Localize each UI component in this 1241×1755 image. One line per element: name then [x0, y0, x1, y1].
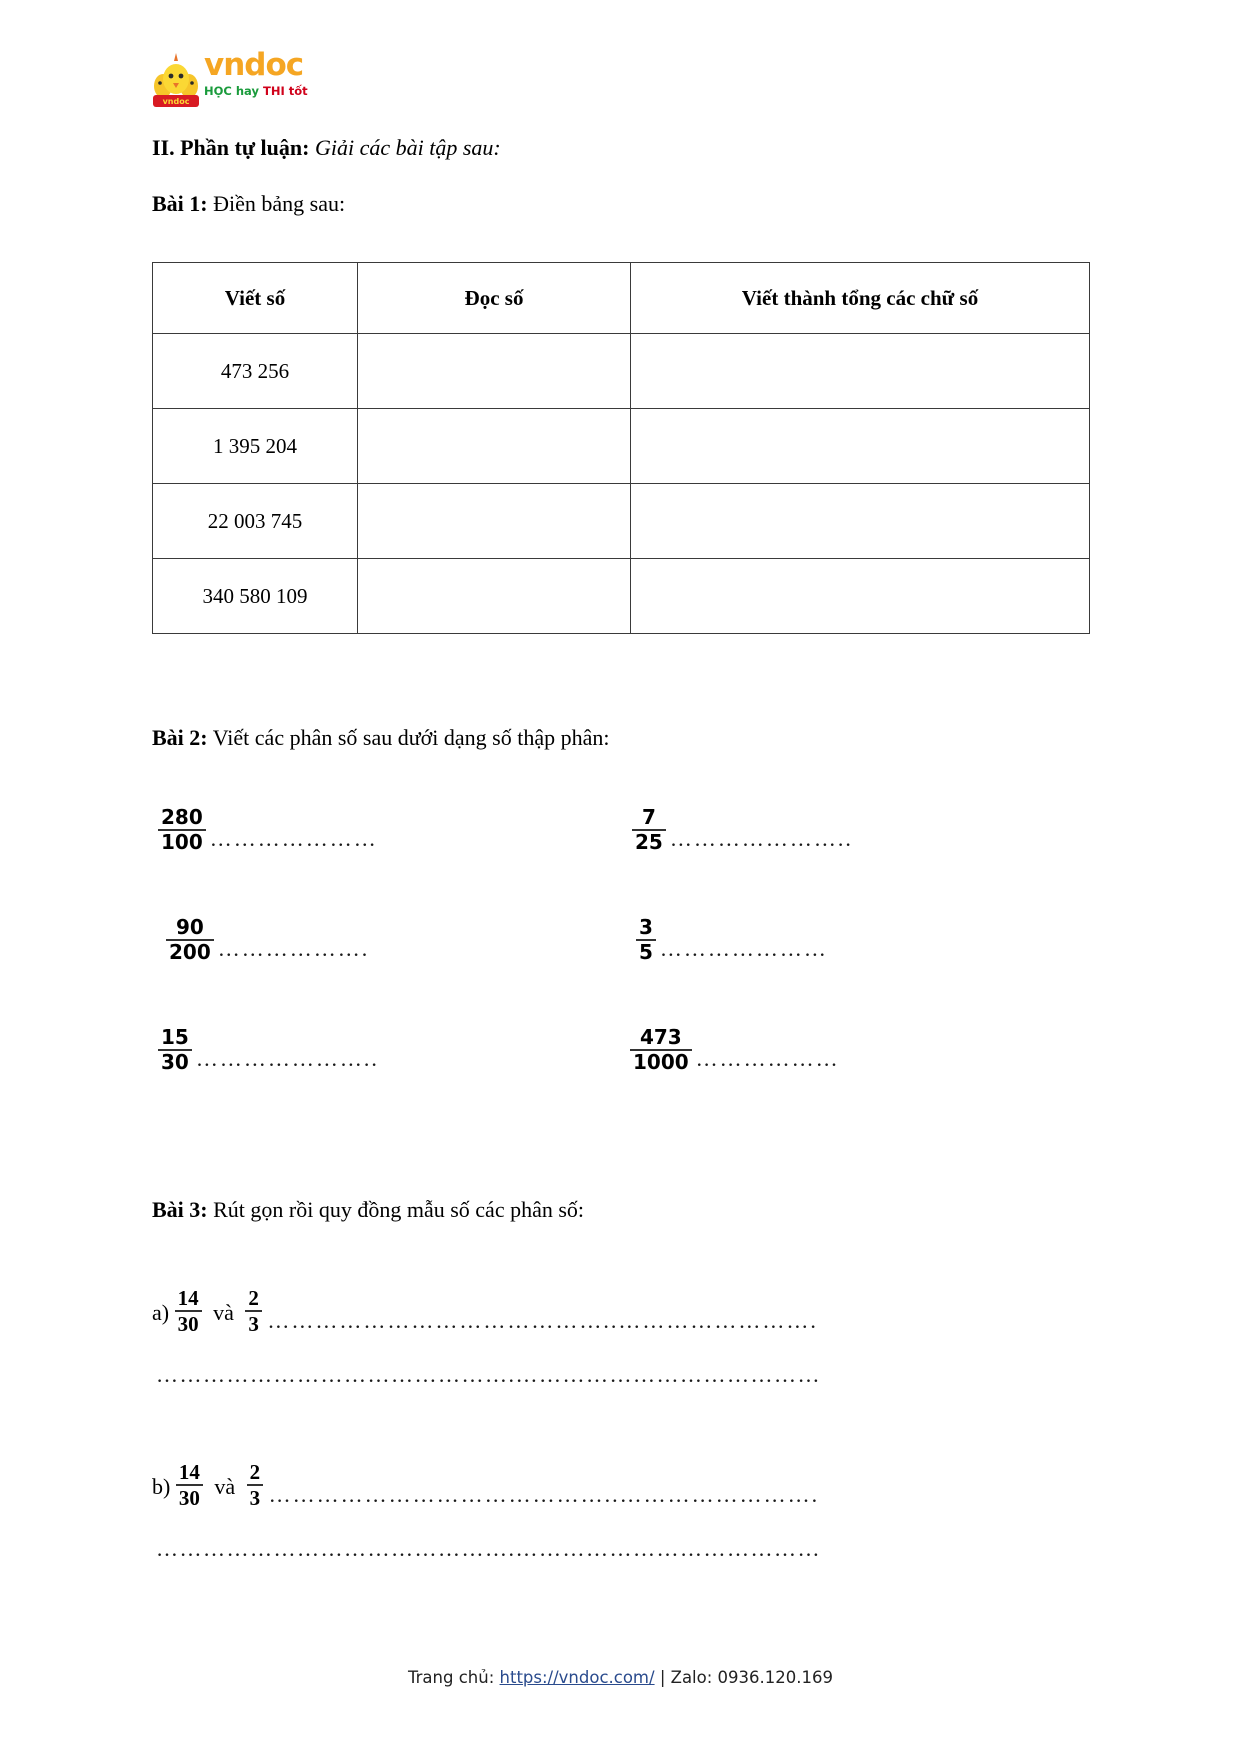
bai2-item-2 [632, 805, 853, 856]
cell-tong[interactable] [631, 334, 1090, 409]
footer-prefix: Trang chủ: [407, 1668, 495, 1687]
fraction-denominator: 30 [158, 1049, 192, 1074]
footer-separator: | [659, 1668, 666, 1687]
bai1-prompt: Điền bảng sau: [213, 191, 346, 216]
bai2-item-1 [158, 805, 378, 856]
cell-tong[interactable] [631, 409, 1090, 484]
table-row [153, 334, 1090, 409]
fraction-numerator: 3 [639, 915, 653, 939]
answer-dots[interactable]: ………………….. [195, 1046, 379, 1071]
answer-dots[interactable]: ……………… [695, 1046, 840, 1071]
table-header-viet-so: Viết số [153, 263, 358, 334]
bai1-table [152, 262, 1090, 634]
fraction-14-30 [175, 1286, 202, 1336]
svg-text:vndoc: vndoc [162, 97, 190, 106]
bai3-marker-b: b) [152, 1474, 171, 1499]
answer-dots[interactable]: ………………….. [669, 826, 853, 851]
cell-doc-so[interactable] [358, 559, 631, 634]
chick-mascot-icon [152, 50, 200, 108]
page-footer [0, 1668, 1241, 1687]
fraction-denominator: 3 [247, 1484, 264, 1510]
fraction-14-30 [176, 1460, 203, 1510]
answer-dots[interactable]: ……………………………………..……………………. [267, 1308, 818, 1333]
fraction-473-1000 [630, 1026, 692, 1074]
fraction-denominator: 5 [636, 939, 656, 964]
bai3-marker-a: a) [152, 1300, 170, 1325]
bai2-item-6 [630, 1025, 840, 1076]
bai3-label: Bài 3: [152, 1197, 208, 1222]
fraction-280-100 [158, 806, 206, 854]
fraction-denominator: 30 [175, 1310, 202, 1336]
fraction-numerator: 15 [161, 1025, 189, 1049]
tagline-hoc: HỌC [204, 84, 232, 98]
cell-viet-so: 22 003 745 [153, 484, 358, 559]
tagline-thi: THI [262, 84, 285, 98]
fraction-numerator: 280 [161, 805, 203, 829]
cell-doc-so[interactable] [358, 484, 631, 559]
bai3-part-a [152, 1288, 818, 1338]
fraction-numerator: 7 [641, 805, 656, 829]
bai2-item-5 [158, 1025, 379, 1076]
table-row [153, 484, 1090, 559]
section-heading-italic: Giải các bài tập sau: [314, 135, 501, 160]
fraction-denominator: 25 [632, 829, 666, 854]
fraction-90-200 [166, 916, 214, 964]
bai3-answer-line-a2[interactable]: ……………………………………….………………………………… [156, 1362, 821, 1387]
bai3-conjunction: và [213, 1300, 234, 1325]
bai2-item-3 [166, 915, 370, 966]
fraction-denominator: 200 [166, 939, 214, 964]
answer-dots[interactable]: ………………… [209, 826, 378, 851]
fraction-denominator: 3 [245, 1310, 262, 1336]
table-row [153, 409, 1090, 484]
cell-viet-so: 340 580 109 [153, 559, 358, 634]
table-header-row [153, 263, 1090, 334]
bai3-heading [152, 1196, 584, 1224]
cell-doc-so[interactable] [358, 334, 631, 409]
cell-tong[interactable] [631, 559, 1090, 634]
section-heading-bold: II. Phần tự luận: [152, 135, 310, 160]
table-row [153, 559, 1090, 634]
bai3-part-b [152, 1462, 819, 1512]
fraction-numerator: 2 [248, 1286, 259, 1310]
table-header-tong: Viết thành tổng các chữ số [631, 263, 1090, 334]
cell-doc-so[interactable] [358, 409, 631, 484]
fraction-numerator: 14 [177, 1286, 199, 1310]
bai3-answer-line-b2[interactable]: ……………………………………….………………………………… [156, 1536, 821, 1561]
answer-dots[interactable]: ………………… [659, 936, 828, 961]
fraction-2-3 [245, 1286, 262, 1336]
cell-viet-so: 473 256 [153, 334, 358, 409]
fraction-2-3 [247, 1460, 264, 1510]
bai2-heading [152, 724, 610, 752]
footer-url-link[interactable]: https://vndoc.com/ [499, 1668, 655, 1687]
tagline-tot: tốt [288, 84, 308, 98]
bai3-conjunction: và [214, 1474, 236, 1499]
fraction-15-30 [158, 1026, 192, 1074]
fraction-numerator: 2 [249, 1460, 261, 1484]
section-heading [152, 134, 501, 162]
bai2-prompt: Viết các phân số sau dưới dạng số thập phân: [212, 725, 610, 750]
fraction-7-25 [632, 806, 666, 854]
vndoc-logo[interactable] [152, 48, 312, 110]
fraction-denominator: 30 [176, 1484, 203, 1510]
bai1-label: Bài 1: [152, 191, 208, 216]
fraction-denominator: 100 [158, 829, 206, 854]
fraction-numerator: 473 [639, 1025, 682, 1049]
fraction-3-5 [636, 916, 656, 964]
fraction-numerator: 90 [175, 915, 204, 939]
table-header-doc-so: Đọc số [358, 263, 631, 334]
logo-tagline [204, 84, 308, 98]
fraction-denominator: 1000 [630, 1049, 692, 1074]
bai1-heading [152, 190, 345, 218]
footer-zalo: Zalo: 0936.120.169 [670, 1668, 834, 1687]
answer-dots[interactable]: ………………. [217, 936, 370, 961]
cell-viet-so: 1 395 204 [153, 409, 358, 484]
bai2-item-4 [636, 915, 828, 966]
bai2-label: Bài 2: [152, 725, 208, 750]
bai3-prompt: Rút gọn rồi quy đồng mẫu số các phân số: [213, 1197, 585, 1222]
answer-dots[interactable]: ……………………………………..……………………. [268, 1482, 820, 1507]
logo-wordmark: vndoc [204, 47, 304, 83]
fraction-numerator: 14 [178, 1460, 200, 1484]
cell-tong[interactable] [631, 484, 1090, 559]
tagline-hay: hay [235, 84, 259, 98]
